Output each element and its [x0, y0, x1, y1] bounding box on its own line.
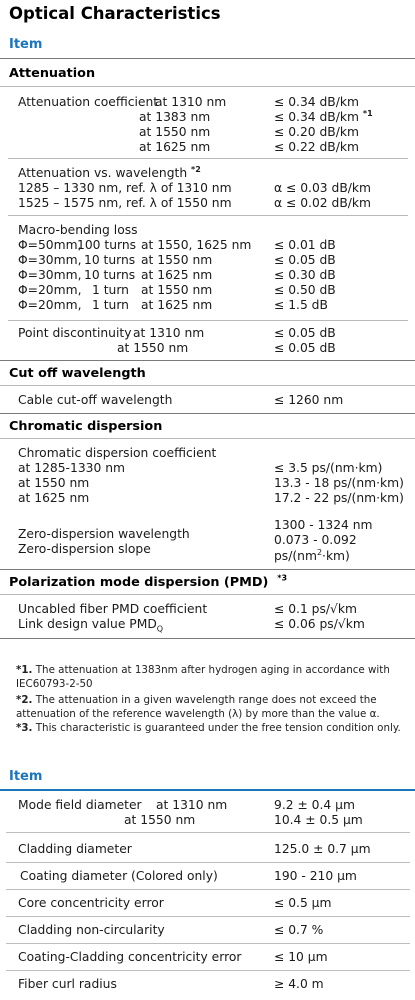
macro-value: ≤ 0.30 dB: [274, 268, 336, 282]
attenuation-wl: at 1625 nm: [139, 140, 211, 154]
divider: [6, 916, 410, 917]
geometry-row-label: Coating-Cladding concentricity error: [18, 950, 242, 964]
footnote-1-cont: IEC60793-2-50: [16, 678, 93, 690]
macro-value: ≤ 0.05 dB: [274, 253, 336, 267]
chromatic-row-value: 13.3 - 18 ps/(nm·km): [274, 476, 404, 490]
divider: [0, 58, 415, 59]
divider: [0, 413, 415, 414]
section-title-pmd: Polarization mode dispersion (PMD) $^{*3}$: [9, 573, 288, 590]
attenuation-wl: at 1550 nm: [139, 125, 211, 139]
macro-value: ≤ 0.50 dB: [274, 283, 336, 297]
zero-dispersion-wl-label: Zero-dispersion wavelength: [18, 527, 190, 541]
geometry-row-label: Core concentricity error: [18, 896, 164, 910]
mfd-value: 10.4 ± 0.5 μm: [274, 813, 363, 827]
divider: [8, 215, 408, 216]
macro-wavelength: at 1550 nm: [141, 253, 213, 267]
attenuation-vs-row-value: α ≤ 0.02 dB/km: [274, 196, 372, 210]
chromatic-row-value: 17.2 - 22 ps/(nm·km): [274, 491, 404, 505]
footnote-1: *1. The attenuation at 1383nm after hydrogen aging in accordance with: [16, 664, 390, 676]
chromatic-row-value: ≤ 3.5 ps/(nm·km): [274, 461, 383, 475]
divider: [0, 385, 415, 386]
macro-diameter: Φ=20mm,: [18, 283, 82, 297]
divider: [8, 158, 408, 159]
attenuation-value: ≤ 0.34 dB/km $^{*1}$: [274, 108, 373, 124]
attenuation-value: ≤ 0.22 dB/km: [274, 140, 359, 154]
macro-diameter: Φ=20mm,: [18, 298, 82, 312]
zero-dispersion-slope-value: 0.073 - 0.092: [274, 533, 357, 547]
geometry-row-value: ≤ 0.5 μm: [274, 896, 332, 910]
divider: [6, 889, 410, 890]
geometry-row-value: ≤ 10 μm: [274, 950, 328, 964]
macro-wavelength: at 1550 nm: [141, 283, 213, 297]
geometry-row-label: Fiber curl radius: [18, 977, 117, 991]
geometry-row-value: ≤ 0.7 %: [274, 923, 324, 937]
footnote-ref: *2: [191, 164, 201, 174]
macro-turns: 1 turn: [92, 298, 129, 312]
divider: [0, 86, 415, 87]
page-title: Optical Characteristics: [9, 4, 221, 23]
geometry-row-value: ≥ 4.0 m: [274, 977, 324, 991]
section-title-chromatic: Chromatic dispersion: [9, 419, 163, 434]
macro-diameter: Φ=50mm,: [18, 238, 82, 252]
zero-dispersion-slope-unit: $ps/(nm^2\cdot km)$: [274, 547, 350, 563]
attenuation-wl: at 1383 nm: [139, 110, 211, 124]
macro-value: ≤ 0.01 dB: [274, 238, 336, 252]
macro-wavelength: at 1625 nm: [141, 268, 213, 282]
divider: [6, 970, 410, 971]
attenuation-coef-label: Attenuation coefficient: [18, 95, 159, 109]
mfd-wl: at 1550 nm: [124, 813, 196, 827]
divider: [0, 360, 415, 361]
geometry-row-value: 125.0 ± 0.7 μm: [274, 842, 371, 856]
pmd-link-value: ≤ 0.06 ps/√km: [274, 617, 365, 631]
divider: [6, 943, 410, 944]
section-title-cutoff: Cut off wavelength: [9, 366, 146, 381]
attenuation-wl: at 1310 nm: [155, 95, 227, 109]
chromatic-coef-label: Chromatic dispersion coefficient: [18, 446, 217, 460]
divider: [6, 832, 410, 833]
point-discontinuity-label: Point discontinuity: [18, 326, 132, 340]
macro-turns: 100 turns: [77, 238, 137, 252]
geometry-row-value: 190 - 210 μm: [274, 869, 357, 883]
attenuation-value: ≤ 0.20 dB/km: [274, 125, 359, 139]
footnote-3: *3. This characteristic is guaranteed under the free tension condition only.: [16, 722, 401, 734]
attenuation-vs-row-label: 1285 – 1330 nm, ref. λ of 1310 nm: [18, 181, 232, 195]
mfd-value: 9.2 ± 0.4 μm: [274, 798, 355, 812]
attenuation-value: ≤ 0.34 dB/km: [274, 95, 359, 109]
pmd-uncabled-value: ≤ 0.1 ps/√km: [274, 602, 357, 616]
divider: [0, 638, 415, 639]
divider: [0, 594, 415, 595]
divider: [6, 862, 410, 863]
chromatic-row-label: at 1550 nm: [18, 476, 90, 490]
cutoff-value: ≤ 1260 nm: [274, 393, 344, 407]
macro-turns: 1 turn: [92, 283, 129, 297]
mfd-wl: at 1310 nm: [156, 798, 228, 812]
attenuation-vs-row-value: α ≤ 0.03 dB/km: [274, 181, 372, 195]
pmd-uncabled-label: Uncabled fiber PMD coefficient: [18, 602, 208, 616]
zero-dispersion-slope-label: Zero-dispersion slope: [18, 542, 151, 556]
footnote-2-cont: attenuation of the reference wavelength (λ) by more than the value α.: [16, 708, 380, 720]
item-header: Item: [9, 37, 43, 52]
macro-diameter: Φ=30mm,: [18, 253, 82, 267]
pmd-link-label: Link design value $PMD_Q$: [18, 617, 164, 634]
chromatic-row-label: at 1625 nm: [18, 491, 90, 505]
geometry-row-label: Coating diameter (Colored only): [20, 869, 218, 883]
footnote-ref: *1: [362, 108, 373, 118]
macro-turns: 10 turns: [84, 268, 136, 282]
geometry-row-label: Cladding non-circularity: [18, 923, 165, 937]
mfd-label: Mode field diameter: [18, 798, 142, 812]
point-discontinuity-wl: at 1310 nm: [133, 326, 205, 340]
macro-value: ≤ 1.5 dB: [274, 298, 328, 312]
divider: [8, 320, 408, 321]
geometry-row-label: Cladding diameter: [18, 842, 132, 856]
attenuation-vs-wavelength-label: Attenuation vs. wavelength $^{*2}$: [18, 164, 201, 180]
footnote-2: *2. The attenuation in a given wavelength range does not exceed the: [16, 694, 377, 706]
divider: [0, 789, 415, 791]
macro-wavelength: at 1625 nm: [141, 298, 213, 312]
zero-dispersion-wl-value: 1300 - 1324 nm: [274, 518, 373, 532]
macro-bending-label: Macro-bending loss: [18, 223, 138, 237]
macro-diameter: Φ=30mm,: [18, 268, 82, 282]
macro-turns: 10 turns: [84, 253, 136, 267]
chromatic-row-label: at 1285-1330 nm: [18, 461, 125, 475]
point-discontinuity-value: ≤ 0.05 dB: [274, 326, 336, 340]
attenuation-vs-row-label: 1525 – 1575 nm, ref. λ of 1550 nm: [18, 196, 232, 210]
point-discontinuity-wl: at 1550 nm: [117, 341, 189, 355]
section-title-attenuation: Attenuation: [9, 66, 96, 81]
footnote-ref: *3: [277, 573, 288, 583]
divider: [0, 569, 415, 570]
divider: [0, 438, 415, 439]
item-header-2: Item: [9, 769, 43, 784]
point-discontinuity-value: ≤ 0.05 dB: [274, 341, 336, 355]
cutoff-label: Cable cut-off wavelength: [18, 393, 173, 407]
macro-wavelength: at 1550, 1625 nm: [141, 238, 252, 252]
